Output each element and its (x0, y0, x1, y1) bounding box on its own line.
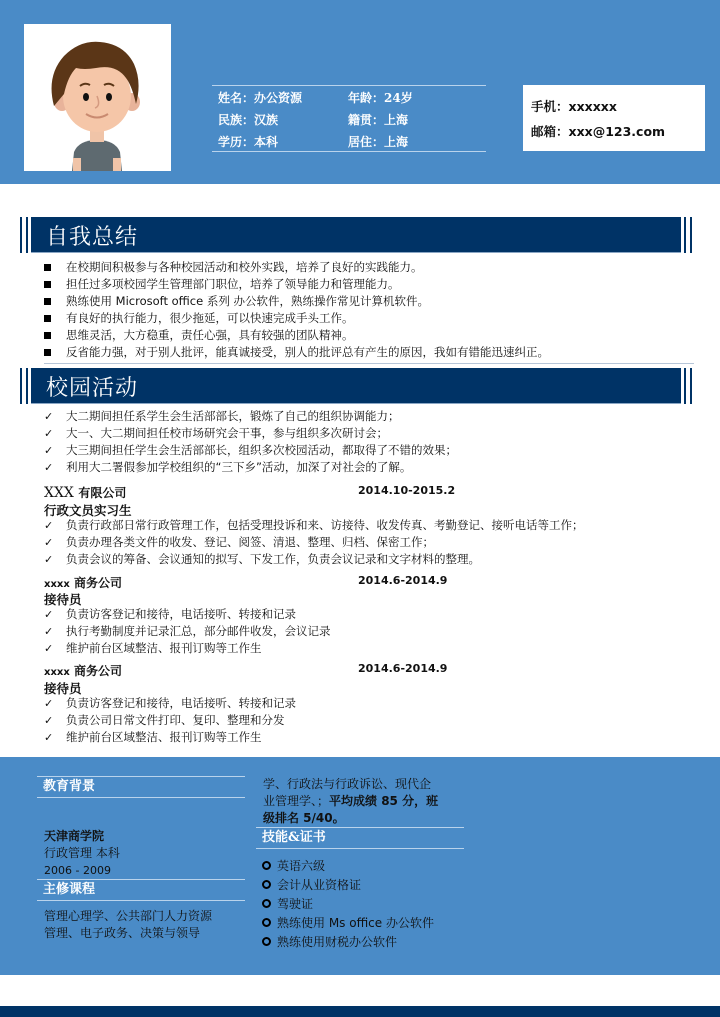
info-row (218, 130, 480, 152)
basic-info-block (212, 85, 486, 152)
avatar (24, 24, 171, 171)
square-bullet-icon (44, 332, 51, 339)
list-item: ✓ 大二期间担任系学生会生活部部长，锻炼了自己的组织协调能力； (44, 409, 400, 423)
company-name: XXX 有限公司 (44, 485, 127, 501)
list-item: ✓ 大一、大二期间担任校市场研究会干事，参与组织多次研讨会； (44, 426, 388, 440)
skills-heading: 技能&证书 (256, 827, 464, 849)
courses-continued: 学、行政法与行政诉讼、现代企 (263, 777, 432, 791)
campus-list (44, 408, 457, 476)
company-name: xxxx 商务公司 (44, 576, 123, 590)
decorative-bars (20, 217, 28, 253)
job-role: 接待员 (44, 592, 82, 607)
circle-bullet-icon (262, 880, 271, 889)
email-field: 邮箱：xxx@123.com (531, 124, 666, 139)
school-name: 天津商学院 (44, 829, 105, 843)
circle-bullet-icon (262, 899, 271, 908)
checkmark-icon: ✓ (44, 427, 54, 440)
list-item: ✓ 利用大二署假参加学校组织的“三下乡”活动，加深了对社会的了解。 (44, 460, 412, 474)
checkmark-icon: ✓ (44, 731, 54, 744)
list-item: ✓ 大三期间担任学生会生活部部长，组织多次校园活动，都取得了不错的效果； (44, 443, 457, 457)
skill-item: 会计从业资格证 (262, 875, 434, 894)
section-header-campus (20, 368, 694, 404)
age-field: 年龄：24岁 (348, 90, 413, 105)
list-item: ✓ 负责访客登记和接待，电话接听、转接和记录 (44, 607, 296, 621)
list-item: 担任过多项校园学生管理部门职位，培养了领导能力和管理能力。 (44, 276, 549, 293)
list-item: 反省能力强，对于别人批评，能真诚接受，别人的批评总有产生的原因，我如有错能迅速纠正。 (44, 344, 549, 361)
phone-field: 手机：xxxxxx (531, 99, 617, 114)
footer-banner (0, 757, 720, 975)
job-header (44, 484, 544, 501)
checkmark-icon: ✓ (44, 642, 54, 655)
decorative-bars (684, 217, 692, 253)
job-header (44, 574, 544, 591)
checkmark-icon: ✓ (44, 553, 54, 566)
list-item: ✓ 负责公司日常文件打印、复印、整理和分发 (44, 713, 285, 727)
major-degree: 行政管理 本科 (44, 846, 120, 860)
checkmark-icon: ✓ (44, 625, 54, 638)
courses-heading: 主修课程 (37, 879, 245, 901)
duty-list (44, 695, 296, 746)
checkmark-icon: ✓ (44, 714, 54, 727)
job-role: 行政文员实习生 (44, 503, 132, 518)
square-bullet-icon (44, 315, 51, 322)
decorative-bars (684, 368, 692, 404)
list-item: 有良好的执行能力，很少拖延，可以快速完成手头工作。 (44, 310, 549, 327)
list-item: ✓ 负责行政部日常行政管理工作，包括受理投诉和来、访接待、收发传真、考勤登记、接听电话等工作； (44, 518, 584, 532)
job-role: 接待员 (44, 681, 82, 696)
list-item: ✓ 负责访客登记和接待，电话接听、转接和记录 (44, 696, 296, 710)
study-years: 2006 - 2009 (44, 864, 111, 877)
skill-item: 熟练使用 Ms office 办公软件 (262, 913, 434, 932)
list-item: 思维灵活，大方稳重，责任心强，具有较强的团队精神。 (44, 327, 549, 344)
circle-bullet-icon (262, 861, 271, 870)
list-item: ✓ 负责办理各类文件的收发、登记、阅签、清退、整理、归档、保密工作； (44, 535, 434, 549)
info-row (218, 108, 480, 130)
list-item: ✓ 维护前台区域整洁、报刊订购等工作生 (44, 730, 262, 744)
job-header (44, 662, 544, 679)
education-heading: 教育背景 (37, 776, 245, 798)
hometown-field: 籍贯：上海 (348, 112, 409, 127)
square-bullet-icon (44, 264, 51, 271)
circle-bullet-icon (262, 918, 271, 927)
name-field: 姓名：办公资源 (218, 90, 303, 105)
divider (44, 363, 694, 364)
list-item: ✓ 维护前台区域整洁、报刊订购等工作生 (44, 641, 262, 655)
education-level-field: 学历：本科 (218, 134, 279, 149)
skill-item: 驾驶证 (262, 894, 434, 913)
avatar-illustration-icon (24, 24, 171, 171)
job-date: 2014.6-2014.9 (358, 662, 448, 675)
square-bullet-icon (44, 298, 51, 305)
skill-item: 英语六级 (262, 856, 434, 875)
checkmark-icon: ✓ (44, 444, 54, 457)
skills-list (262, 856, 434, 951)
circle-bullet-icon (262, 937, 271, 946)
company-name: xxxx 商务公司 (44, 664, 123, 678)
checkmark-icon: ✓ (44, 519, 54, 532)
courses-continued: 业管理学、；平均成绩 85 分，班 (263, 794, 439, 808)
ethnicity-field: 民族：汉族 (218, 112, 279, 127)
square-bullet-icon (44, 281, 51, 288)
job-date: 2014.10-2015.2 (358, 484, 456, 497)
courses-line: 管理心理学、公共部门人力资源 (44, 909, 213, 923)
summary-list (44, 259, 549, 361)
residence-field: 居住：上海 (348, 134, 409, 149)
info-row (218, 86, 480, 108)
courses-line: 管理、电子政务、决策与领导 (44, 926, 201, 940)
checkmark-icon: ✓ (44, 536, 54, 549)
header-banner (0, 0, 720, 184)
job-date: 2014.6-2014.9 (358, 574, 448, 587)
square-bullet-icon (44, 349, 51, 356)
checkmark-icon: ✓ (44, 461, 54, 474)
list-item: ✓ 执行考勤制度并记录汇总，部分邮件收发，会议记录 (44, 624, 331, 638)
checkmark-icon: ✓ (44, 410, 54, 423)
skill-item: 熟练使用财税办公软件 (262, 932, 434, 951)
list-item: ✓ 负责会议的筹备、会议通知的拟写、下发工作，负责会议记录和文字材料的整理。 (44, 552, 480, 566)
bottom-bar (0, 1006, 720, 1017)
list-item: 熟练使用 Microsoft office 系列 办公软件，熟练操作常见计算机软件。 (44, 293, 549, 310)
decorative-bars (20, 368, 28, 404)
duty-list (44, 517, 584, 568)
list-item: 在校期间积极参与各种校园活动和校外实践，培养了良好的实践能力。 (44, 259, 549, 276)
duty-list (44, 606, 331, 657)
grade-rank: 级排名 5/40。 (263, 811, 345, 825)
section-title: 校园活动 (46, 376, 139, 401)
checkmark-icon: ✓ (44, 697, 54, 710)
checkmark-icon: ✓ (44, 608, 54, 621)
contact-box (523, 85, 705, 151)
section-title: 自我总结 (46, 225, 139, 250)
section-header-summary (20, 217, 694, 253)
